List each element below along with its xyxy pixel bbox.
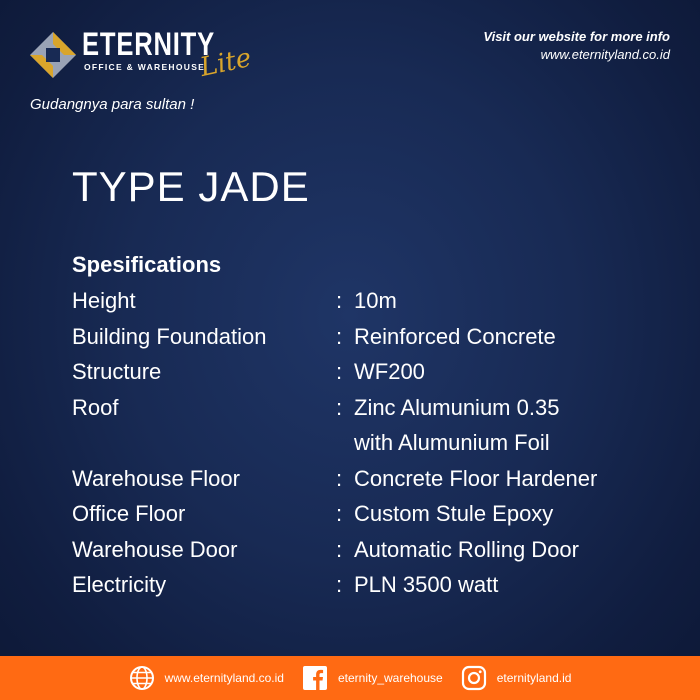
spec-colon: : bbox=[336, 394, 343, 420]
spec-colon: : bbox=[336, 323, 343, 349]
spec-list bbox=[72, 283, 672, 603]
visit-url[interactable]: www.eternityland.co.id bbox=[540, 47, 670, 62]
spec-row-structure bbox=[72, 354, 672, 390]
spec-colon: : bbox=[336, 465, 343, 491]
footer-website[interactable] bbox=[129, 665, 284, 691]
spec-heading: Spesifications bbox=[72, 252, 222, 277]
spec-colon: : bbox=[336, 501, 343, 526]
facebook-icon bbox=[302, 665, 328, 691]
page-title: TYPE JADE bbox=[72, 163, 310, 210]
spec-row-roof-cont bbox=[72, 425, 672, 461]
brand-lite: Lite bbox=[197, 42, 254, 84]
spec-value: with Alumunium Foil bbox=[354, 430, 550, 455]
spec-value: WF200 bbox=[354, 359, 425, 384]
spec-label: Building Foundation bbox=[72, 323, 267, 349]
spec-value: Custom Stule Epoxy bbox=[354, 501, 554, 526]
spec-colon: : bbox=[336, 359, 343, 384]
spec-row-foundation bbox=[72, 319, 672, 355]
spec-value: Zinc Alumunium 0.35 bbox=[354, 394, 560, 420]
spec-row-warehouse-door bbox=[72, 532, 672, 568]
spec-label: Electricity bbox=[72, 572, 167, 597]
brand-subtitle: OFFICE & WAREHOUSE bbox=[84, 62, 206, 72]
footer-instagram-text: eternityland.id bbox=[496, 671, 572, 685]
footer-bar bbox=[0, 656, 700, 700]
spec-colon: : bbox=[336, 536, 343, 562]
spec-value: Concrete Floor Hardener bbox=[354, 465, 598, 491]
spec-label: Office Floor bbox=[72, 501, 186, 526]
logo-mark-icon bbox=[28, 30, 78, 86]
spec-value: Automatic Rolling Door bbox=[354, 536, 579, 562]
footer-facebook[interactable] bbox=[302, 665, 443, 691]
spec-value: PLN 3500 watt bbox=[354, 572, 499, 597]
spec-row-office-floor bbox=[72, 496, 672, 532]
instagram-icon bbox=[461, 665, 487, 691]
visit-info bbox=[483, 28, 670, 64]
brand-name: ETERNITY bbox=[82, 26, 215, 62]
visit-text: Visit our website for more info bbox=[483, 29, 670, 44]
spec-value: 10m bbox=[354, 288, 397, 313]
spec-colon: : bbox=[336, 572, 343, 597]
footer-instagram[interactable] bbox=[461, 665, 572, 691]
spec-label: Warehouse Door bbox=[72, 536, 238, 562]
spec-label: Structure bbox=[72, 359, 162, 384]
spec-row-warehouse-floor bbox=[72, 461, 672, 497]
spec-label: Roof bbox=[72, 394, 119, 420]
spec-label: Height bbox=[72, 288, 136, 313]
tagline: Gudangnya para sultan ! bbox=[30, 96, 195, 113]
spec-row-height bbox=[72, 283, 672, 319]
spec-label bbox=[72, 425, 336, 461]
spec-row-roof bbox=[72, 390, 672, 426]
spec-row-electricity bbox=[72, 567, 672, 603]
spec-value: Reinforced Concrete bbox=[354, 323, 556, 349]
spec-colon bbox=[336, 425, 354, 461]
footer-website-text: www.eternityland.co.id bbox=[164, 671, 284, 685]
spec-label: Warehouse Floor bbox=[72, 465, 240, 491]
globe-icon bbox=[129, 665, 155, 691]
spec-colon: : bbox=[336, 288, 343, 313]
footer-facebook-text: eternity_warehouse bbox=[337, 671, 443, 685]
